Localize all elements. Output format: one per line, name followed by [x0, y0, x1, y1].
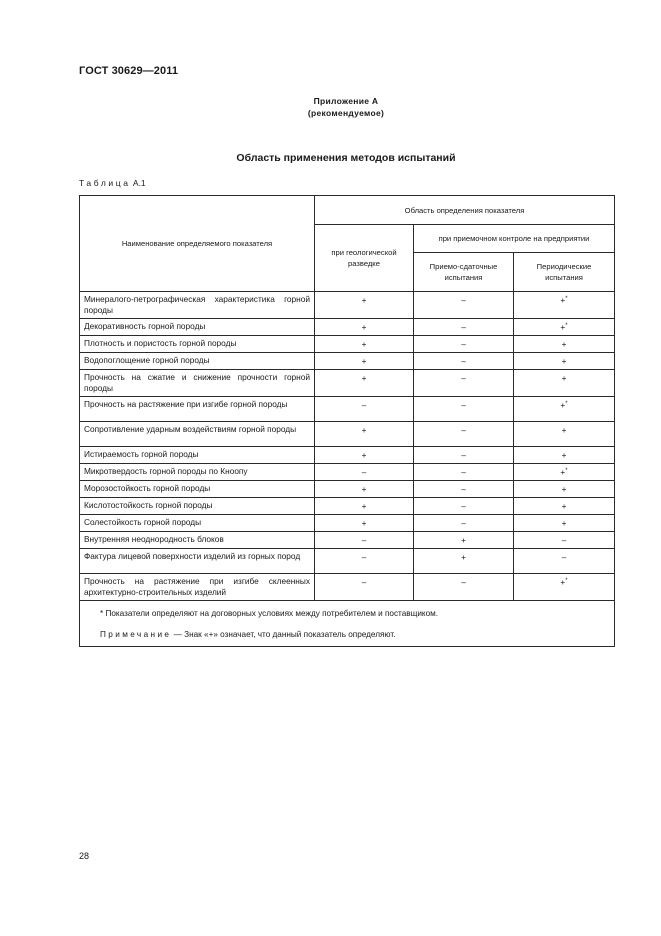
table-row [80, 549, 615, 574]
value-delivery [414, 370, 514, 397]
header-geo: при геологической разведке [315, 225, 414, 292]
value-sign: + [361, 501, 367, 511]
table-row [80, 447, 615, 464]
indicator-name: Истираемость горной породы [80, 447, 315, 464]
value-periodic [514, 370, 615, 397]
value-geo [315, 292, 414, 319]
value-geo [315, 370, 414, 397]
value-sign: – [361, 535, 367, 545]
value-sign: + [561, 450, 567, 460]
value-sign: – [461, 322, 466, 332]
value-geo [315, 447, 414, 464]
value-geo [315, 353, 414, 370]
footnote-mark: * [565, 323, 568, 329]
table-row [80, 498, 615, 515]
value-periodic [514, 319, 615, 336]
table-caption-number: А.1 [132, 178, 146, 188]
indicator-name: Морозостойкость горной породы [80, 481, 315, 498]
table-row [80, 353, 615, 370]
table-row [80, 574, 615, 601]
indicator-name: Прочность на растяжение при изгибе горной породы [80, 397, 315, 422]
table-row [80, 336, 615, 353]
page-number: 28 [79, 851, 90, 861]
document-code: ГОСТ 30629—2011 [79, 65, 179, 77]
value-geo [315, 574, 414, 601]
indicator-name: Минералого-петрографическая характеристика горной породы [80, 292, 315, 319]
value-periodic [514, 447, 615, 464]
value-sign: – [461, 356, 466, 366]
value-sign: + [361, 484, 367, 494]
value-sign: – [461, 577, 466, 587]
value-delivery [414, 515, 514, 532]
footnote-mark: * [565, 401, 568, 407]
value-geo [315, 515, 414, 532]
table-row [80, 397, 615, 422]
table-row [80, 319, 615, 336]
value-sign: + [561, 501, 567, 511]
value-periodic [514, 481, 615, 498]
value-geo [315, 422, 414, 447]
value-periodic [514, 532, 615, 549]
value-periodic [514, 515, 615, 532]
indicator-name: Микротвердость горной породы по Кноопу [80, 464, 315, 481]
value-delivery [414, 422, 514, 447]
value-sign: – [561, 552, 567, 562]
value-geo [315, 336, 414, 353]
table-row [80, 292, 615, 319]
value-sign: + [561, 339, 567, 349]
table-row [80, 532, 615, 549]
value-delivery [414, 574, 514, 601]
value-geo [315, 498, 414, 515]
value-periodic [514, 353, 615, 370]
appendix-heading [79, 95, 613, 119]
value-sign: + [561, 518, 567, 528]
note-label: Примечание [100, 630, 172, 639]
value-geo [315, 532, 414, 549]
indicator-name: Солестойкость горной породы [80, 515, 315, 532]
value-delivery [414, 498, 514, 515]
indicator-name: Кислотостойкость горной породы [80, 498, 315, 515]
table-caption-word: Таблица [79, 178, 131, 188]
value-delivery [414, 319, 514, 336]
note [100, 630, 606, 640]
table-row [80, 515, 615, 532]
value-sign: + [461, 535, 466, 545]
value-sign: + [461, 552, 466, 562]
value-sign: + [560, 577, 566, 587]
table-row [80, 422, 615, 447]
value-delivery [414, 353, 514, 370]
value-sign: – [561, 535, 567, 545]
value-sign: + [560, 322, 566, 332]
value-sign: – [361, 552, 367, 562]
value-sign: – [461, 484, 466, 494]
value-sign: – [461, 339, 466, 349]
value-geo [315, 397, 414, 422]
table-row [80, 481, 615, 498]
value-delivery [414, 464, 514, 481]
header-delivery: Приемо-сдаточные испытания [414, 253, 514, 292]
table-row [80, 370, 615, 397]
value-sign: + [361, 518, 367, 528]
value-sign: + [561, 373, 567, 383]
value-sign: – [361, 400, 367, 410]
table-caption [79, 178, 146, 188]
footnote-mark: * [565, 468, 568, 474]
table-notes [80, 601, 615, 647]
header-name: Наименование определяемого показателя [80, 196, 315, 292]
value-sign: – [461, 450, 466, 460]
footnote-mark: * [565, 578, 568, 584]
methods-table [79, 195, 615, 647]
value-sign: – [361, 577, 367, 587]
header-periodic: Периодические испытания [514, 253, 615, 292]
value-delivery [414, 549, 514, 574]
value-delivery [414, 532, 514, 549]
indicator-name: Водопоглощение горной породы [80, 353, 315, 370]
header-scope: Область определения показателя [315, 196, 615, 225]
indicator-name: Сопротивление ударным воздействиям горной породы [80, 422, 315, 447]
note-text: — Знак «+» означает, что данный показатель определяют. [173, 630, 396, 639]
value-sign: + [361, 450, 367, 460]
value-geo [315, 464, 414, 481]
value-sign: + [561, 356, 567, 366]
value-sign: – [361, 467, 367, 477]
value-delivery [414, 481, 514, 498]
indicator-name: Прочность на сжатие и снижение прочности горной породы [80, 370, 315, 397]
value-sign: + [561, 484, 567, 494]
value-delivery [414, 397, 514, 422]
appendix-title: Приложение А [313, 96, 379, 106]
table-header [80, 196, 615, 292]
section-title: Область применения методов испытаний [236, 152, 456, 164]
value-sign: – [461, 373, 466, 383]
table-body [80, 292, 615, 601]
value-sign: – [461, 295, 466, 305]
value-periodic [514, 549, 615, 574]
value-sign: + [560, 400, 566, 410]
value-sign: + [560, 467, 566, 477]
indicator-name: Прочность на растяжение при изгибе склеенных архитектурно-строительных изделий [80, 574, 315, 601]
value-periodic [514, 336, 615, 353]
value-geo [315, 481, 414, 498]
value-delivery [414, 447, 514, 464]
value-periodic [514, 292, 615, 319]
value-periodic [514, 422, 615, 447]
header-acceptance: при приемочном контроле на предприятии [414, 225, 615, 253]
value-delivery [414, 292, 514, 319]
indicator-name: Декоративность горной породы [80, 319, 315, 336]
value-sign: + [361, 425, 367, 435]
value-sign: – [461, 518, 466, 528]
value-sign: + [361, 373, 367, 383]
value-sign: – [461, 425, 466, 435]
indicator-name: Плотность и пористость горной породы [80, 336, 315, 353]
value-sign: + [560, 295, 566, 305]
value-sign: + [361, 295, 367, 305]
value-geo [315, 319, 414, 336]
value-delivery [414, 336, 514, 353]
indicator-name: Внутренняя неоднородность блоков [80, 532, 315, 549]
value-periodic [514, 574, 615, 601]
value-periodic [514, 498, 615, 515]
indicator-name: Фактура лицевой поверхности изделий из горных пород [80, 549, 315, 574]
value-sign: + [361, 356, 367, 366]
value-sign: + [361, 322, 367, 332]
appendix-status: (рекомендуемое) [307, 108, 385, 118]
footnote: * Показатели определяют на договорных условиях между потребителем и поставщиком. [100, 609, 439, 618]
value-sign: – [461, 467, 466, 477]
value-sign: + [561, 425, 567, 435]
value-sign: – [461, 400, 466, 410]
value-sign: – [461, 501, 466, 511]
table-row [80, 464, 615, 481]
value-sign: + [361, 339, 367, 349]
value-periodic [514, 464, 615, 481]
footnote-mark: * [565, 296, 568, 302]
value-periodic [514, 397, 615, 422]
value-geo [315, 549, 414, 574]
